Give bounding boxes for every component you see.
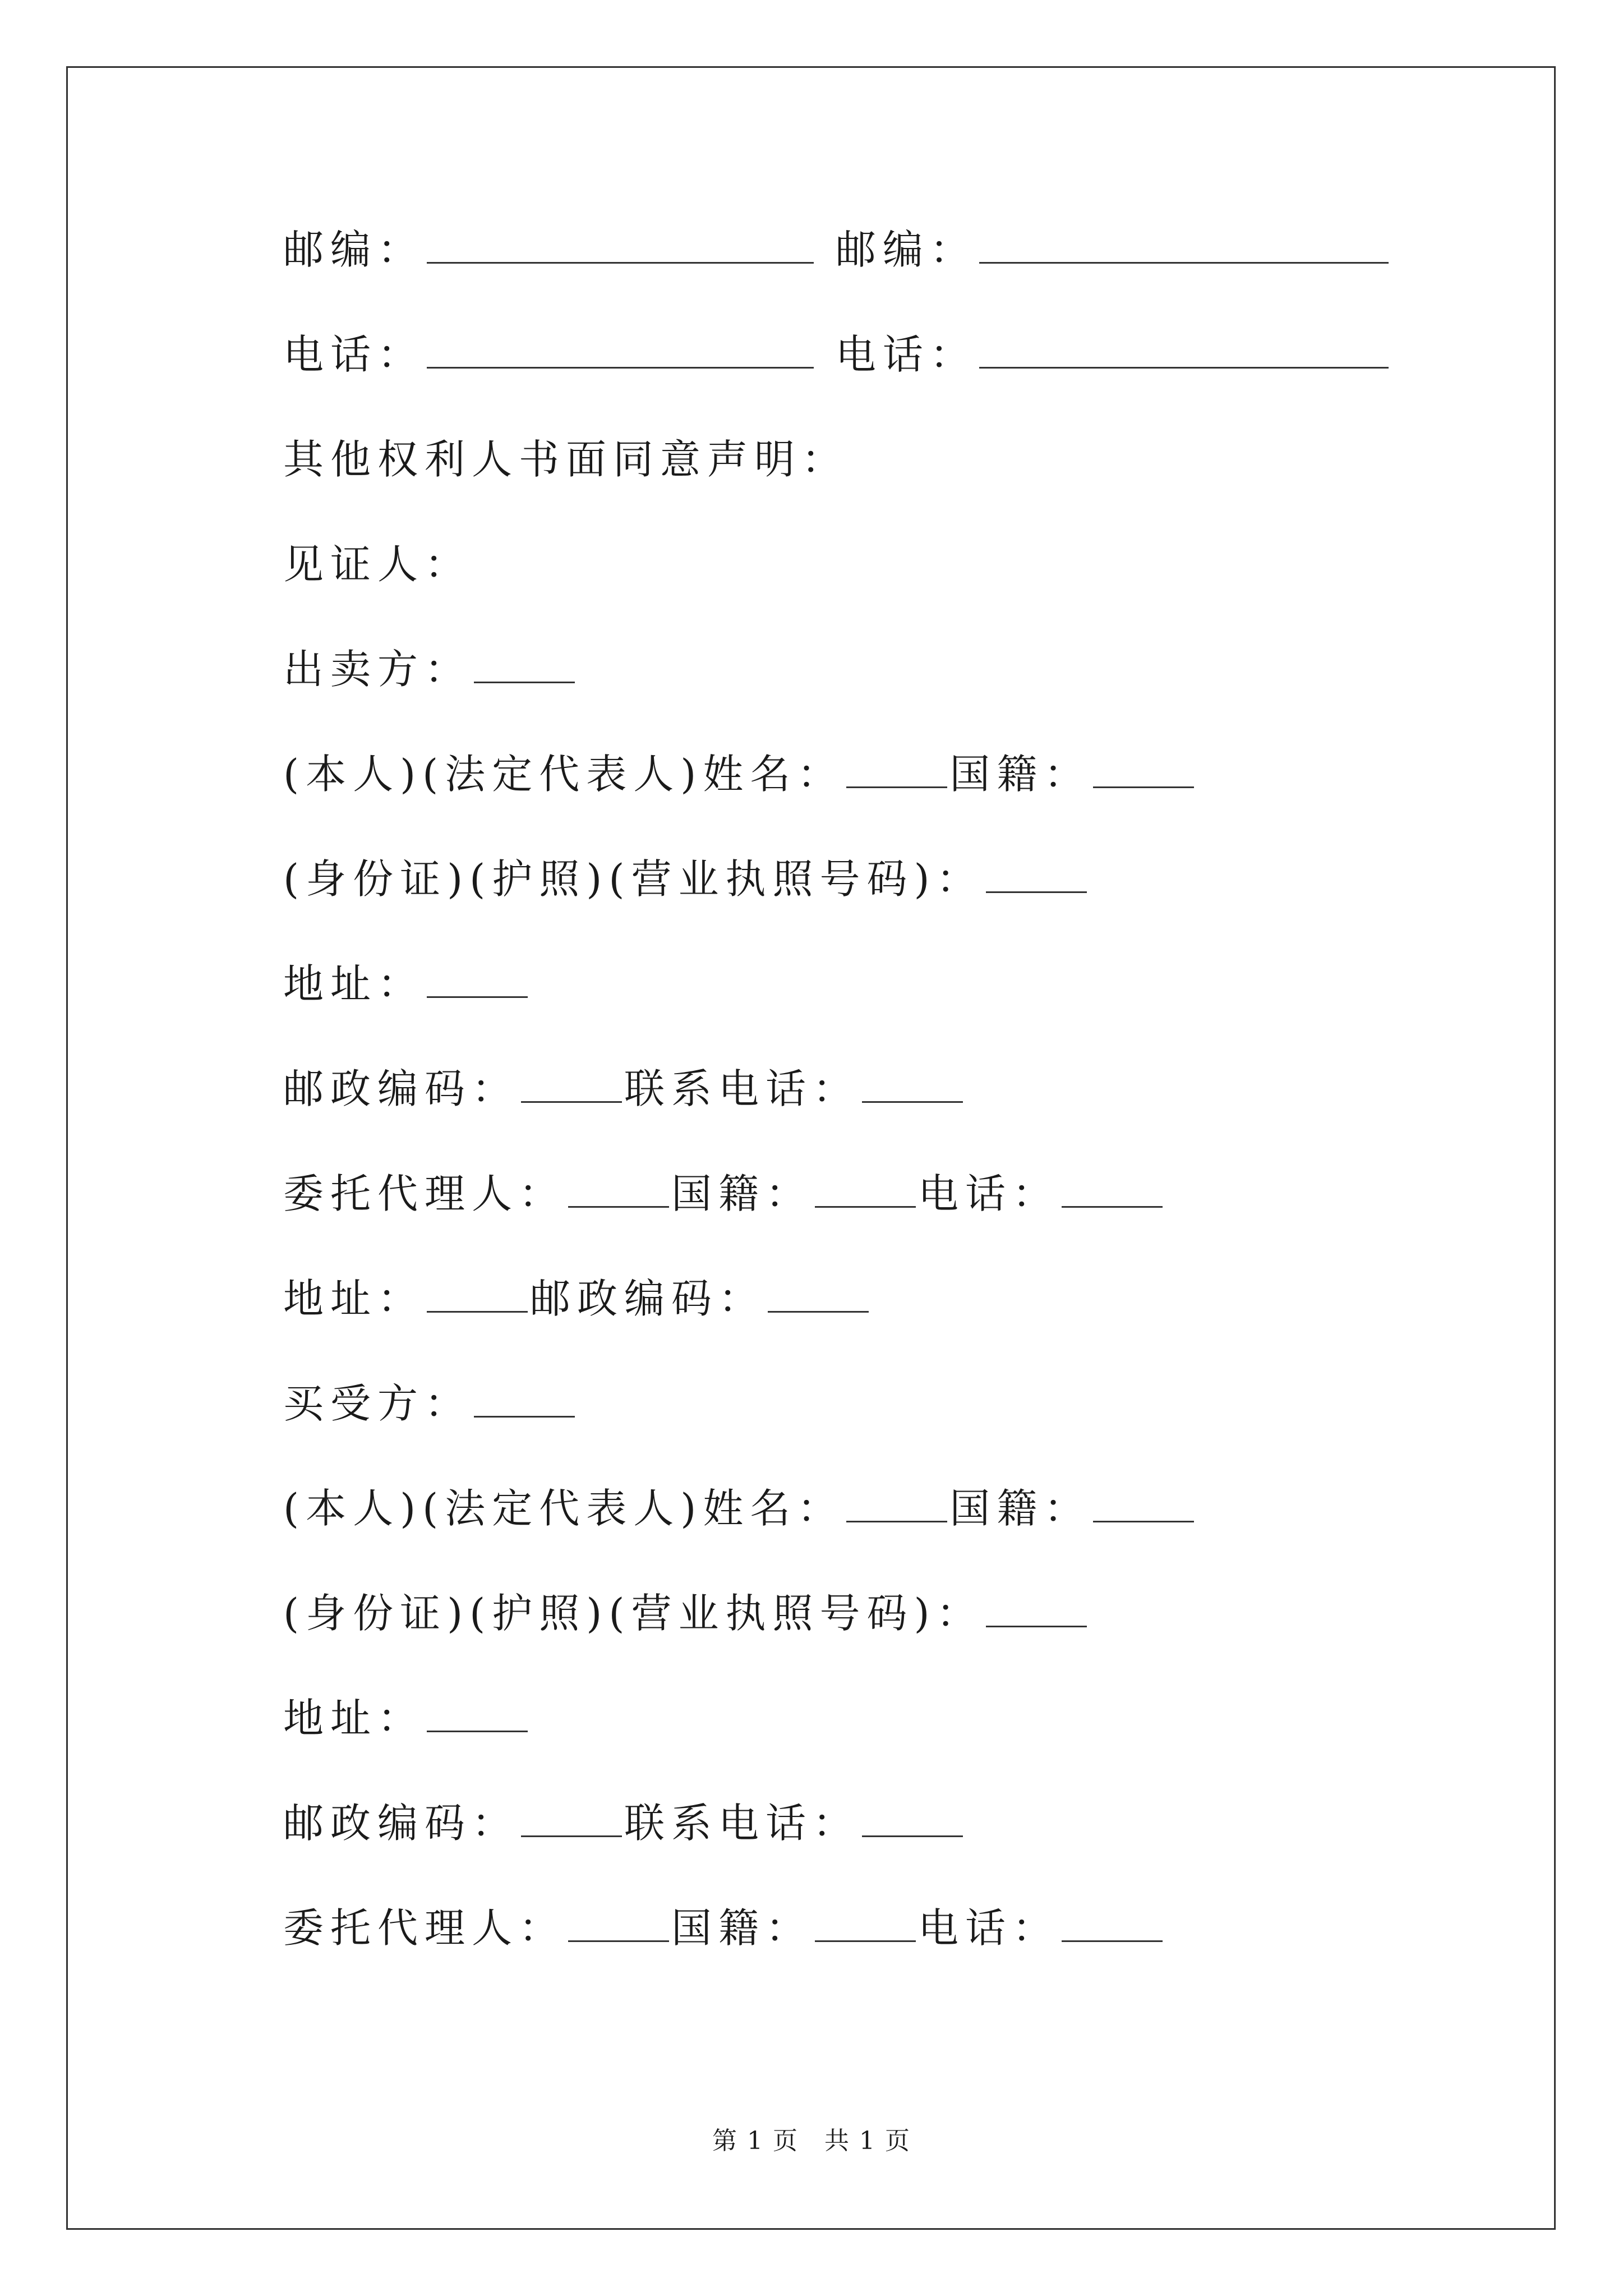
buyer-name-blank[interactable] [846, 1481, 947, 1522]
seller-name-blank[interactable] [846, 747, 947, 788]
buyer-id-blank[interactable] [986, 1586, 1087, 1627]
seller-agent-label: 委托代理人： [283, 1170, 566, 1217]
seller-agent-nationality-blank[interactable] [815, 1167, 916, 1208]
buyer-address-row [283, 1685, 530, 1752]
buyer-heading: 买受方： [283, 1380, 472, 1427]
buyer-name-label: (本人)(法定代表人)姓名： [283, 1485, 845, 1532]
buyer-address-label: 地址： [283, 1695, 425, 1742]
seller-address-label: 地址： [283, 960, 425, 1007]
buyer-contact-phone-blank[interactable] [862, 1796, 963, 1837]
seller-heading-row [283, 636, 577, 703]
buyer-agent-row [283, 1894, 1165, 1962]
postcode-blank-left[interactable] [427, 223, 814, 264]
buyer-id-row [283, 1580, 1089, 1647]
page-footer: 第 1 页 共 1 页 [712, 2127, 911, 2155]
phone-label-left: 电话： [283, 331, 425, 378]
seller-agent-blank[interactable] [568, 1167, 669, 1208]
seller-postal-row [283, 1055, 965, 1122]
buyer-address-blank[interactable] [427, 1691, 528, 1732]
buyer-agent-label: 委托代理人： [283, 1904, 566, 1952]
buyer-postal-label: 邮政编码： [283, 1800, 519, 1847]
seller-id-blank[interactable] [986, 852, 1087, 893]
buyer-heading-row [283, 1370, 577, 1437]
consent-statement: 其他权利人书面同意声明： [283, 436, 849, 483]
buyer-agent-blank[interactable] [568, 1901, 669, 1942]
buyer-name-row [283, 1475, 1196, 1542]
seller-postal-label: 邮政编码： [283, 1065, 519, 1112]
seller-name-label: (本人)(法定代表人)姓名： [283, 751, 845, 798]
seller-id-label: (身份证)(护照)(营业执照号码)： [283, 855, 984, 903]
seller-blank[interactable] [474, 642, 575, 683]
buyer-contact-phone-label: 联系电话： [624, 1800, 860, 1847]
phone-blank-left[interactable] [427, 328, 814, 369]
postcode-label-right: 邮编： [835, 226, 977, 273]
seller-contact-phone-blank[interactable] [862, 1062, 963, 1103]
seller-postal-blank[interactable] [521, 1062, 622, 1103]
buyer-agent-nationality-label: 国籍： [671, 1904, 813, 1952]
seller-nationality-blank[interactable] [1093, 747, 1194, 788]
phone-row [283, 321, 1391, 388]
seller-contact-phone-label: 联系电话： [624, 1065, 860, 1112]
seller-agent-row [283, 1160, 1165, 1227]
buyer-agent-nationality-blank[interactable] [815, 1901, 916, 1942]
seller-heading: 出卖方： [283, 646, 472, 693]
buyer-nationality-label: 国籍： [949, 1485, 1091, 1532]
buyer-blank[interactable] [474, 1377, 575, 1418]
buyer-nationality-blank[interactable] [1093, 1481, 1194, 1522]
buyer-agent-phone-blank[interactable] [1062, 1901, 1163, 1942]
postcode-blank-right[interactable] [979, 223, 1389, 264]
phone-blank-right[interactable] [979, 328, 1389, 369]
witness-label: 见证人： [283, 541, 472, 588]
buyer-postal-row [283, 1789, 965, 1857]
seller-agent-postal-label: 邮政编码： [530, 1275, 766, 1322]
phone-label-right: 电话： [835, 331, 977, 378]
postcode-label-left: 邮编： [283, 226, 425, 273]
buyer-postal-blank[interactable] [521, 1796, 622, 1837]
seller-address-row [283, 950, 530, 1018]
seller-agent-address-row [283, 1265, 871, 1332]
seller-agent-postal-blank[interactable] [768, 1272, 869, 1313]
seller-agent-address-blank[interactable] [427, 1272, 528, 1313]
seller-agent-phone-label: 电话： [918, 1170, 1060, 1217]
seller-agent-phone-blank[interactable] [1062, 1167, 1163, 1208]
seller-name-row [283, 740, 1196, 808]
seller-id-row [283, 845, 1089, 913]
buyer-agent-phone-label: 电话： [918, 1904, 1060, 1952]
seller-address-blank[interactable] [427, 957, 528, 998]
buyer-id-label: (身份证)(护照)(营业执照号码)： [283, 1590, 984, 1637]
postcode-row [283, 216, 1391, 283]
seller-nationality-label: 国籍： [949, 751, 1091, 798]
seller-agent-address-label: 地址： [283, 1275, 425, 1322]
seller-agent-nationality-label: 国籍： [671, 1170, 813, 1217]
